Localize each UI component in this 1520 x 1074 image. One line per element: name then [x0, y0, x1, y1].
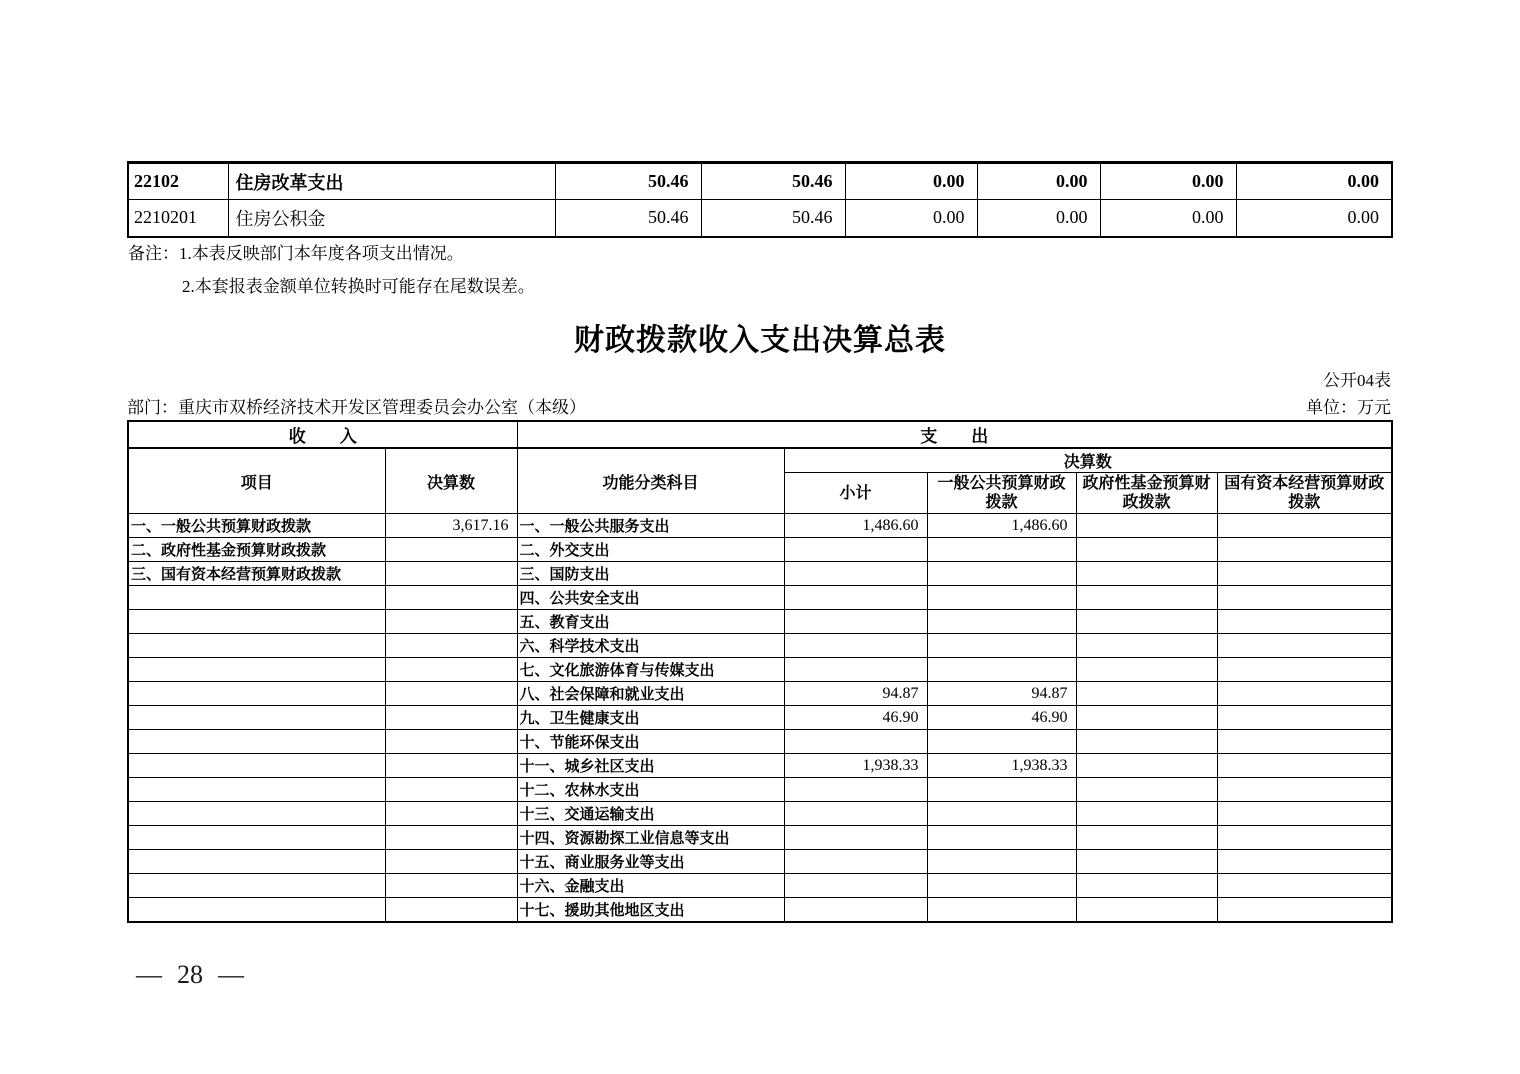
value-cell: 50.46: [701, 200, 845, 237]
income-value-cell: [385, 826, 517, 850]
budget-code-cell: 2210201: [128, 200, 228, 237]
general-public-cell: [927, 850, 1076, 874]
expense-item-cell: 九、卫生健康支出: [517, 706, 784, 730]
income-value-cell: [385, 730, 517, 754]
summary-row: [128, 586, 1392, 610]
general-public-cell: [927, 802, 1076, 826]
note-line-2: [182, 276, 535, 297]
gov-fund-cell: [1076, 802, 1217, 826]
page-number: [136, 960, 244, 990]
gov-fund-cell: [1076, 826, 1217, 850]
value-cell: 0.00: [1100, 163, 1236, 200]
subtotal-cell: [784, 802, 927, 826]
gov-fund-cell: [1076, 754, 1217, 778]
gov-fund-cell: [1076, 610, 1217, 634]
expense-item-cell: 十二、农林水支出: [517, 778, 784, 802]
income-item-cell: [128, 610, 385, 634]
expense-item-cell: 十七、援助其他地区支出: [517, 898, 784, 923]
expense-item-cell: 十四、资源勘探工业信息等支出: [517, 826, 784, 850]
subtotal-column-header: 小计: [784, 473, 927, 514]
state-capital-cell: [1217, 586, 1392, 610]
value-cell: 50.46: [555, 163, 701, 200]
income-item-cell: [128, 658, 385, 682]
state-capital-cell: [1217, 850, 1392, 874]
income-value-cell: [385, 754, 517, 778]
unit-label: 单位：万元: [1306, 398, 1391, 417]
subtotal-cell: [784, 610, 927, 634]
value-cell: 50.46: [555, 200, 701, 237]
income-value-cell: [385, 898, 517, 923]
note-label: 备注：: [128, 244, 179, 263]
income-item-cell: [128, 634, 385, 658]
state-capital-cell: [1217, 802, 1392, 826]
subtotal-cell: [784, 898, 927, 923]
income-value-cell: [385, 586, 517, 610]
expense-item-cell: 七、文化旅游体育与传媒支出: [517, 658, 784, 682]
subtotal-cell: [784, 826, 927, 850]
budget-name-cell: 住房改革支出: [228, 163, 555, 200]
state-capital-cell: [1217, 610, 1392, 634]
gov-fund-column-header: 政府性基金预算财政拨款: [1076, 473, 1217, 514]
income-value-cell: [385, 562, 517, 586]
fiscal-summary-body: [128, 514, 1392, 923]
summary-row: [128, 706, 1392, 730]
gov-fund-cell: [1076, 850, 1217, 874]
state-capital-cell: [1217, 634, 1392, 658]
income-value-cell: [385, 874, 517, 898]
expense-item-cell: 十、节能环保支出: [517, 730, 784, 754]
subtotal-cell: [784, 562, 927, 586]
page-title: 财政拨款收入支出决算总表: [574, 324, 946, 357]
gov-fund-cell: [1076, 874, 1217, 898]
subtotal-cell: 1,486.60: [784, 514, 927, 538]
subtotal-cell: [784, 658, 927, 682]
detail-row: [128, 200, 1392, 237]
income-item-cell: 二、政府性基金预算财政拨款: [128, 538, 385, 562]
general-public-cell: [927, 562, 1076, 586]
income-item-cell: [128, 898, 385, 923]
income-item-cell: [128, 826, 385, 850]
gov-fund-cell: [1076, 898, 1217, 923]
general-public-cell: [927, 586, 1076, 610]
page-number-value: 28: [177, 960, 203, 989]
income-value-cell: [385, 538, 517, 562]
state-capital-cell: [1217, 730, 1392, 754]
expense-item-cell: 三、国防支出: [517, 562, 784, 586]
state-capital-cell: [1217, 826, 1392, 850]
page-number-dash-right: —: [218, 960, 244, 989]
general-public-column-header: 一般公共预算财政拨款: [927, 473, 1076, 514]
summary-row: [128, 514, 1392, 538]
income-value-cell: [385, 778, 517, 802]
note-line-1: [128, 243, 535, 264]
expense-item-cell: 八、社会保障和就业支出: [517, 682, 784, 706]
summary-row: [128, 682, 1392, 706]
subtotal-cell: [784, 586, 927, 610]
state-capital-cell: [1217, 874, 1392, 898]
value-cell: 0.00: [845, 200, 977, 237]
general-public-cell: [927, 898, 1076, 923]
income-value-cell: [385, 802, 517, 826]
state-capital-cell: [1217, 706, 1392, 730]
expenditure-detail-body: [128, 163, 1392, 237]
summary-row: [128, 634, 1392, 658]
expense-item-cell: 六、科学技术支出: [517, 634, 784, 658]
subtotal-cell: [784, 874, 927, 898]
summary-row: [128, 730, 1392, 754]
income-item-cell: [128, 850, 385, 874]
expense-item-cell: 一、一般公共服务支出: [517, 514, 784, 538]
income-section-header: 收 入: [128, 421, 517, 448]
expense-item-cell: 十五、商业服务业等支出: [517, 850, 784, 874]
summary-row: [128, 802, 1392, 826]
income-item-cell: 三、国有资本经营预算财政拨款: [128, 562, 385, 586]
subtotal-cell: [784, 850, 927, 874]
subtotal-cell: [784, 730, 927, 754]
income-item-cell: [128, 706, 385, 730]
state-capital-cell: [1217, 562, 1392, 586]
page-number-dash-left: —: [136, 960, 162, 989]
table-code-label: 公开04表: [1323, 371, 1391, 390]
income-item-cell: [128, 802, 385, 826]
general-public-cell: 1,486.60: [927, 514, 1076, 538]
general-public-cell: [927, 730, 1076, 754]
expense-item-cell: 四、公共安全支出: [517, 586, 784, 610]
income-item-cell: [128, 778, 385, 802]
notes: [128, 243, 535, 297]
general-public-cell: 46.90: [927, 706, 1076, 730]
general-public-cell: [927, 610, 1076, 634]
summary-row: [128, 754, 1392, 778]
general-public-cell: [927, 634, 1076, 658]
value-cell: 0.00: [977, 163, 1100, 200]
gov-fund-cell: [1076, 778, 1217, 802]
general-public-cell: 94.87: [927, 682, 1076, 706]
subtotal-cell: 1,938.33: [784, 754, 927, 778]
income-item-cell: [128, 682, 385, 706]
value-cell: 0.00: [977, 200, 1100, 237]
income-item-cell: [128, 730, 385, 754]
subtotal-cell: [784, 538, 927, 562]
summary-row: [128, 610, 1392, 634]
fiscal-summary-table: [127, 420, 1393, 923]
department-label: 部门：重庆市双桥经济技术开发区管理委员会办公室（本级）: [127, 398, 586, 417]
subtotal-cell: 94.87: [784, 682, 927, 706]
budget-code-cell: 22102: [128, 163, 228, 200]
value-cell: 50.46: [701, 163, 845, 200]
expense-item-cell: 十六、金融支出: [517, 874, 784, 898]
state-capital-cell: [1217, 514, 1392, 538]
income-value-cell: [385, 658, 517, 682]
income-value-cell: [385, 610, 517, 634]
gov-fund-cell: [1076, 682, 1217, 706]
summary-row: [128, 562, 1392, 586]
income-value-cell: [385, 682, 517, 706]
subtotal-cell: [784, 778, 927, 802]
general-public-cell: 1,938.33: [927, 754, 1076, 778]
detail-row: [128, 163, 1392, 200]
gov-fund-cell: [1076, 634, 1217, 658]
income-value-cell: 3,617.16: [385, 514, 517, 538]
function-category-column-header: 功能分类科目: [517, 448, 784, 514]
note-text-1: 1.本表反映部门本年度各项支出情况。: [179, 244, 464, 263]
summary-row: [128, 658, 1392, 682]
state-capital-cell: [1217, 538, 1392, 562]
summary-row: [128, 898, 1392, 923]
expense-item-cell: 十三、交通运输支出: [517, 802, 784, 826]
income-final-column-header: 决算数: [385, 448, 517, 514]
income-item-cell: [128, 586, 385, 610]
expense-item-cell: 五、教育支出: [517, 610, 784, 634]
state-capital-cell: [1217, 682, 1392, 706]
state-capital-cell: [1217, 778, 1392, 802]
expense-item-cell: 二、外交支出: [517, 538, 784, 562]
subtotal-cell: 46.90: [784, 706, 927, 730]
summary-row: [128, 538, 1392, 562]
gov-fund-cell: [1076, 538, 1217, 562]
expenditure-section-header: 支 出: [517, 421, 1392, 448]
income-item-cell: [128, 754, 385, 778]
summary-row: [128, 778, 1392, 802]
expense-item-cell: 十一、城乡社区支出: [517, 754, 784, 778]
summary-row: [128, 850, 1392, 874]
income-value-cell: [385, 850, 517, 874]
income-item-cell: [128, 874, 385, 898]
gov-fund-cell: [1076, 706, 1217, 730]
summary-row: [128, 874, 1392, 898]
value-cell: 0.00: [1100, 200, 1236, 237]
state-capital-cell: [1217, 898, 1392, 923]
header-row-groups: [128, 448, 1392, 473]
value-cell: 0.00: [845, 163, 977, 200]
gov-fund-cell: [1076, 586, 1217, 610]
general-public-cell: [927, 778, 1076, 802]
state-capital-column-header: 国有资本经营预算财政拨款: [1217, 473, 1392, 514]
general-public-cell: [927, 874, 1076, 898]
income-item-cell: 一、一般公共预算财政拨款: [128, 514, 385, 538]
general-public-cell: [927, 826, 1076, 850]
general-public-cell: [927, 538, 1076, 562]
meta-line: [127, 393, 1391, 418]
note-text-2: 2.本套报表金额单位转换时可能存在尾数误差。: [182, 277, 535, 296]
expenditure-detail-table: [127, 161, 1393, 238]
state-capital-cell: [1217, 658, 1392, 682]
gov-fund-cell: [1076, 562, 1217, 586]
expense-final-group-header: 决算数: [784, 448, 1392, 473]
income-value-cell: [385, 706, 517, 730]
header-row-sections: [128, 421, 1392, 448]
state-capital-cell: [1217, 754, 1392, 778]
summary-row: [128, 826, 1392, 850]
general-public-cell: [927, 658, 1076, 682]
gov-fund-cell: [1076, 730, 1217, 754]
gov-fund-cell: [1076, 658, 1217, 682]
gov-fund-cell: [1076, 514, 1217, 538]
subtotal-cell: [784, 634, 927, 658]
budget-name-cell: 住房公积金: [228, 200, 555, 237]
value-cell: 0.00: [1236, 163, 1392, 200]
project-column-header: 项目: [128, 448, 385, 514]
fiscal-summary-header: [128, 421, 1392, 514]
value-cell: 0.00: [1236, 200, 1392, 237]
income-value-cell: [385, 634, 517, 658]
